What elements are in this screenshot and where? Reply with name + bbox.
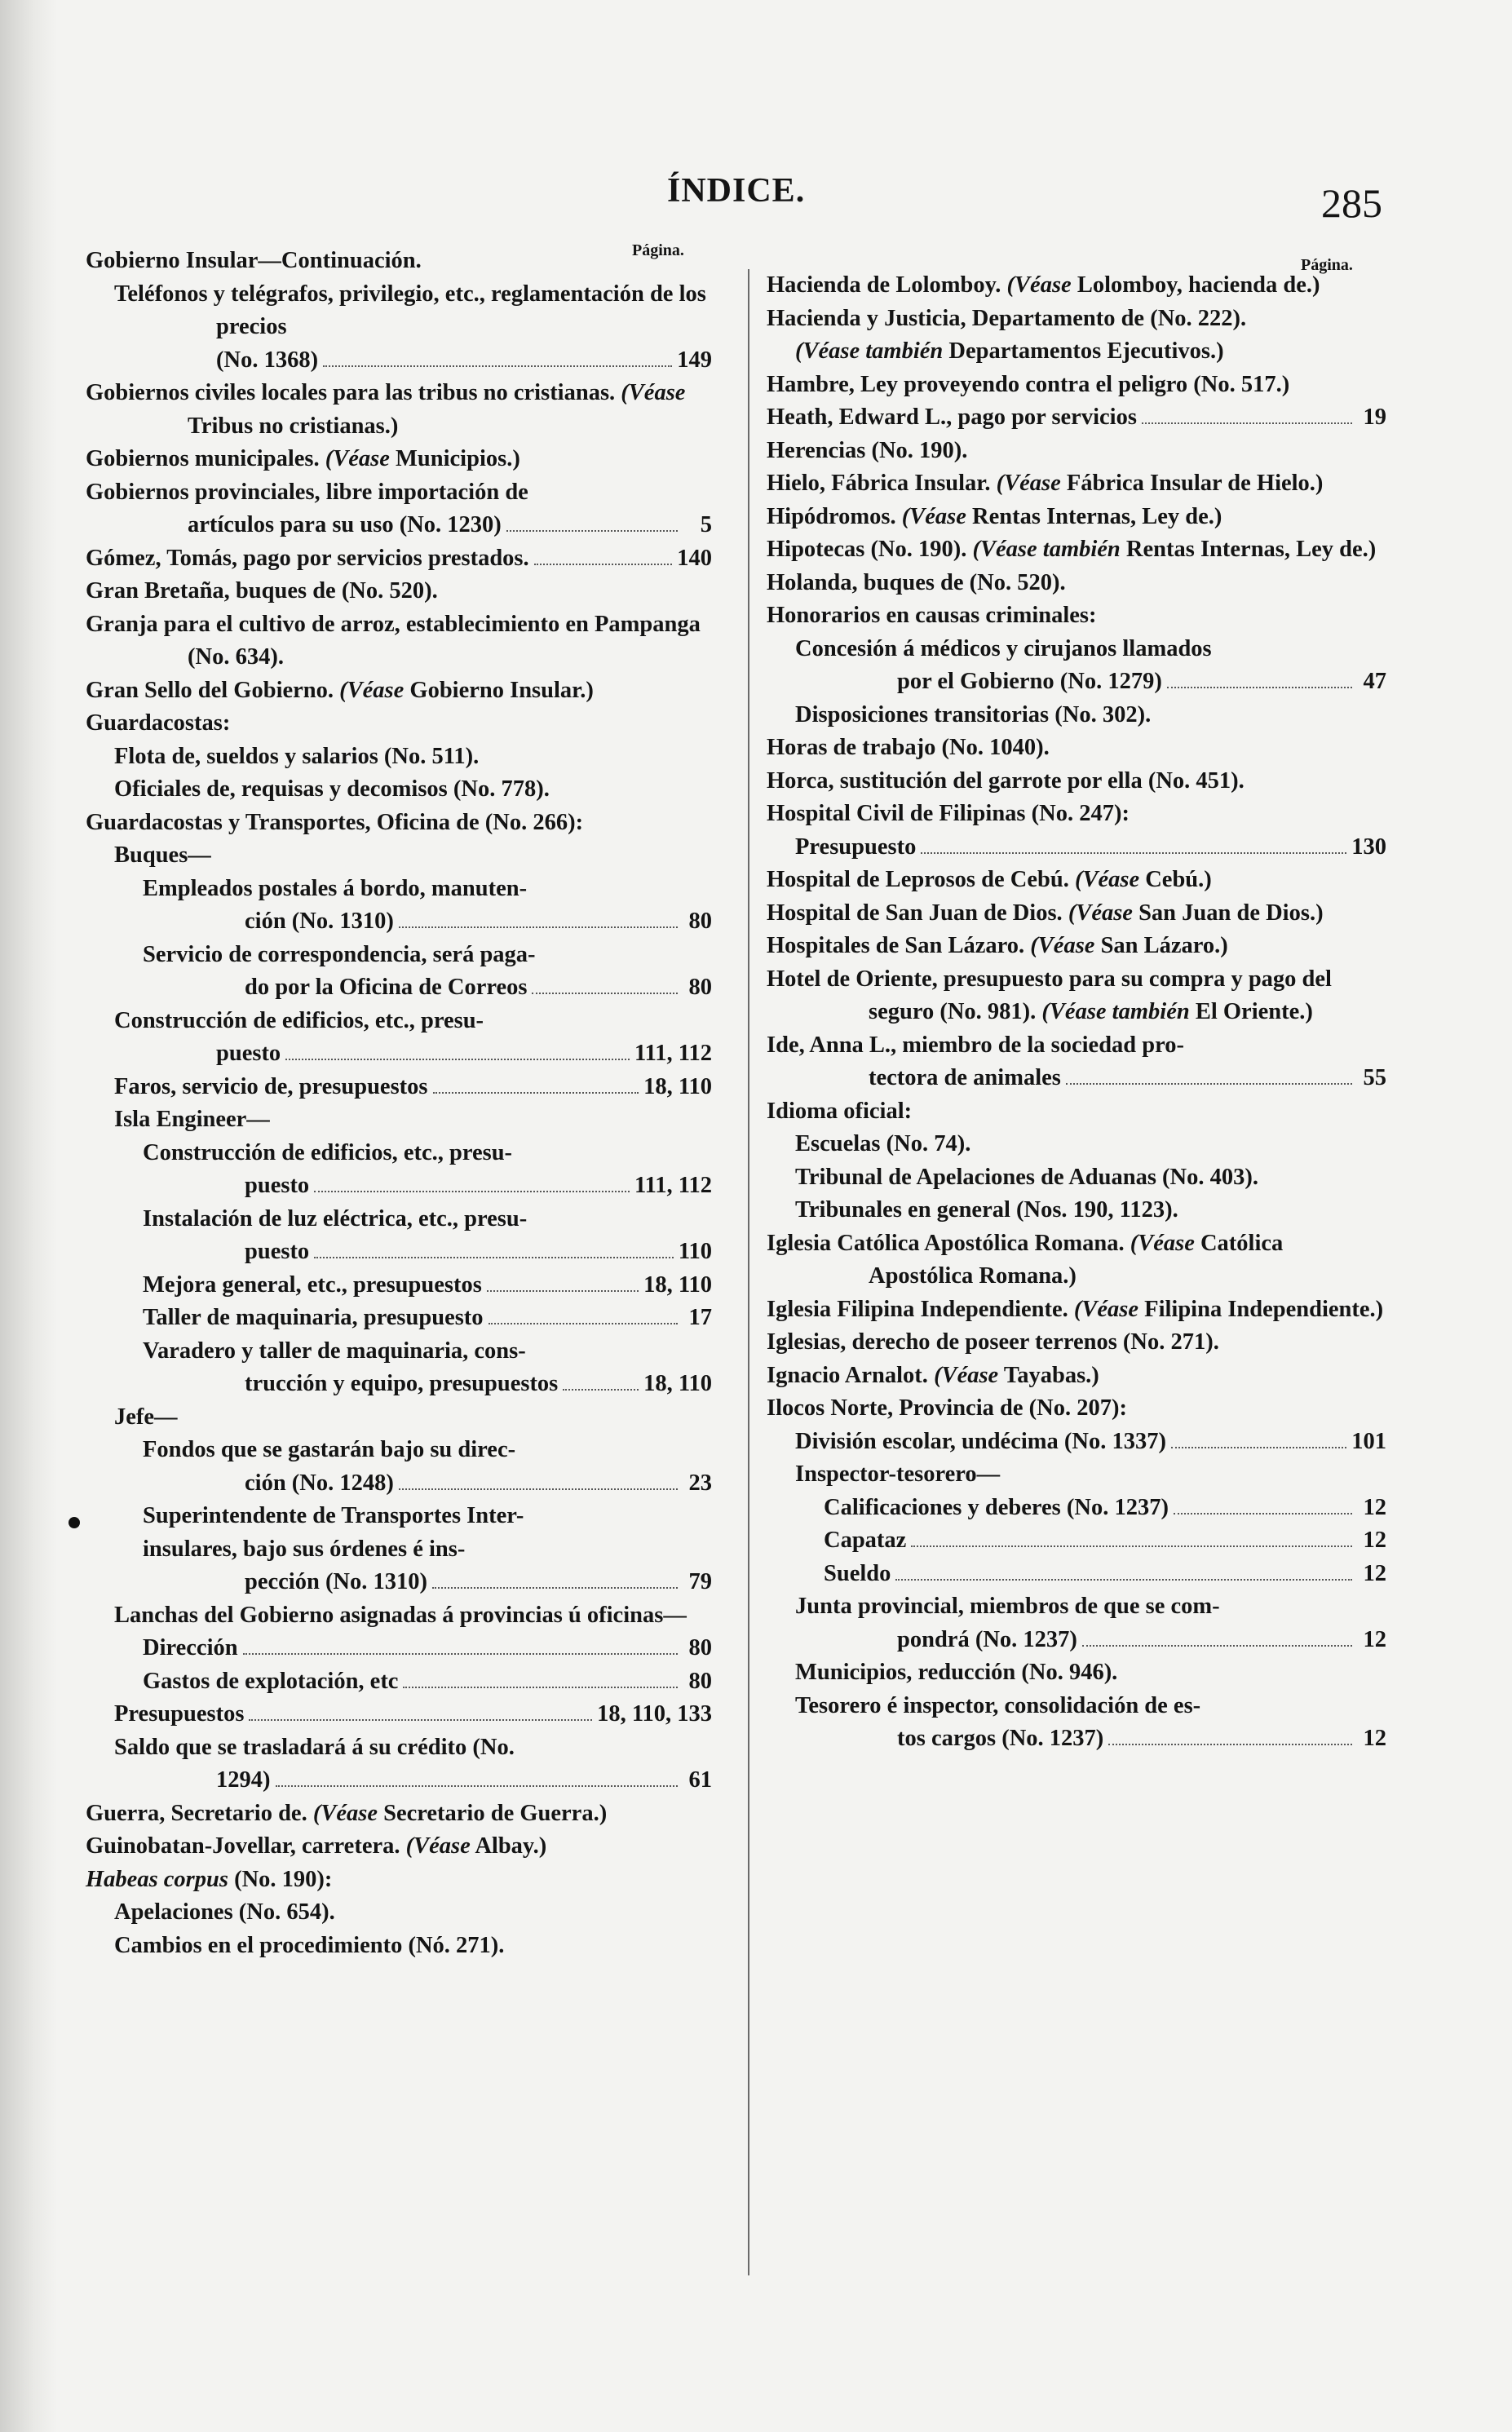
index-entry: Jefe— — [114, 1404, 178, 1430]
index-entry: Hospitales de San Lázaro. (Véase San Lázaro.) — [767, 933, 1228, 958]
page-ref: 80 — [688, 909, 712, 934]
index-entry: Gobiernos municipales. (Véase Municipios.) — [86, 446, 520, 471]
column-divider — [748, 269, 749, 2275]
index-entry: Heath, Edward L., pago por servicios 19 — [767, 401, 1386, 435]
page-ref: 18, 110, 133 — [597, 1701, 712, 1727]
index-entry: Horca, sustitución del garrote por ella (No. 451). — [767, 767, 1245, 794]
page-ref: 5 — [700, 512, 712, 537]
page-ref: 12 — [1363, 1626, 1386, 1652]
page-ref: 61 — [688, 1767, 712, 1793]
index-entry: Horas de trabajo (No. 1040). — [767, 735, 1050, 760]
page-ref: 12 — [1363, 1494, 1386, 1520]
index-entry: Gran Bretaña, buques de (No. 520). — [86, 578, 438, 604]
index-entry: Iglesias, derecho de poseer terrenos (No. 271). — [767, 1329, 1219, 1355]
index-entry: Municipios, reducción (No. 946). — [795, 1660, 1118, 1685]
index-entry: Instalación de luz eléctrica, etc., presu- puesto 110 — [86, 1203, 712, 1269]
index-entry: Lanchas del Gobierno asignadas á provincias ú oficinas— — [114, 1602, 687, 1628]
page-title: ÍNDICE. — [667, 172, 806, 210]
index-entry: Flota de, sueldos y salarios (No. 511). — [114, 743, 480, 769]
index-entry: Hipotecas (No. 190). (Véase también Rentas Internas, Ley de.) — [767, 537, 1377, 562]
page-ref: 23 — [688, 1470, 712, 1496]
index-entry: Servicio de correspondencia, será paga- do por la Oficina de Correos 80 — [86, 939, 712, 1005]
index-entry: Idioma oficial: — [767, 1098, 913, 1124]
index-entry: Hospital de Leprosos de Cebú. (Véase Cebú.) — [767, 867, 1212, 892]
page-ref: 18, 110 — [643, 1371, 712, 1396]
index-entry: Junta provincial, miembros de que se com- pondrá (No. 1237) 12 — [767, 1590, 1386, 1656]
index-entry: Hacienda de Lolomboy. (Véase Lolomboy, hacienda de.) — [767, 272, 1320, 298]
page-ref: 17 — [688, 1305, 712, 1330]
index-entry: Gómez, Tomás, pago por servicios prestados. 140 — [86, 542, 712, 576]
index-entry: Empleados postales á bordo, manuten- ción (No. 1310) 80 — [86, 873, 712, 939]
index-entry: Holanda, buques de (No. 520). — [767, 569, 1066, 595]
index-entry: Ilocos Norte, Provincia de (No. 207): — [767, 1395, 1127, 1421]
index-column-right — [767, 269, 1386, 1756]
index-entry: Tribunal de Apelaciones de Aduanas (No. 403). — [795, 1164, 1258, 1190]
index-entry: Guerra, Secretario de. (Véase Secretario de Guerra.) — [86, 1800, 608, 1826]
index-entry: Hospital de San Juan de Dios. (Véase San Juan de Dios.) — [767, 900, 1324, 926]
index-entry: Varadero y taller de maquinaria, cons- trucción y equipo, presupuestos 18, 110 — [86, 1335, 712, 1401]
index-entry: Teléfonos y telégrafos, privilegio, etc., reglamentación de los precios (No. 1368) 149 — [86, 278, 712, 378]
index-entry: Guinobatan-Jovellar, carretera. (Véase Albay.) — [86, 1833, 547, 1859]
index-entry: Mejora general, etc., presupuestos 18, 110 — [86, 1269, 712, 1302]
index-entry: Dirección 80 — [86, 1632, 712, 1665]
margin-bullet-mark — [69, 1517, 80, 1528]
index-entry: Apelaciones (No. 654). — [114, 1899, 335, 1925]
index-entry: Buques— — [114, 842, 211, 868]
page-ref: 19 — [1363, 405, 1386, 430]
index-entry: Calificaciones y deberes (No. 1237) 12 — [767, 1492, 1386, 1525]
page-ref: 18, 110 — [643, 1271, 712, 1298]
column-heading-left: Página. — [632, 241, 684, 259]
index-entry: Hambre, Ley proveyendo contra el peligro (No. 517.) — [767, 371, 1290, 397]
index-entry: Tesorero é inspector, consolidación de es- tos cargos (No. 1237) 12 — [767, 1690, 1386, 1756]
index-entry: (Véase también Departamentos Ejecutivos.) — [795, 338, 1224, 364]
page-ref: 80 — [688, 1635, 712, 1660]
index-entry: Honorarios en causas criminales: — [767, 603, 1097, 628]
index-entry: Presupuestos 18, 110, 133 — [86, 1698, 712, 1731]
index-entry: Cambios en el procedimiento (Nó. 271). — [114, 1932, 505, 1958]
page-ref: 130 — [1351, 834, 1386, 860]
page-ref: 47 — [1363, 669, 1386, 694]
page-ref: 55 — [1363, 1065, 1386, 1090]
page-ref: 80 — [688, 975, 712, 1000]
index-entry: División escolar, undécima (No. 1337) 101 — [767, 1426, 1386, 1459]
index-entry: Saldo que se trasladará á su crédito (No. 1294) 61 — [86, 1731, 712, 1797]
index-entry: Construcción de edificios, etc., presu- puesto 111, 112 — [86, 1137, 712, 1203]
index-entry: Disposiciones transitorias (No. 302). — [795, 701, 1152, 727]
column-heading-right: Página. — [1301, 256, 1353, 274]
index-entry: Gobierno Insular—Continuación. — [86, 248, 422, 273]
index-entry: Superintendente de Transportes Inter- insulares, bajo sus órdenes é ins- pección (No. 1310) 79 — [86, 1500, 712, 1599]
page-edge-shadow — [0, 0, 57, 2432]
page-ref: 101 — [1351, 1428, 1386, 1454]
page-ref: 12 — [1363, 1726, 1386, 1751]
page-ref: 111, 112 — [634, 1041, 712, 1066]
index-entry: Ide, Anna L., miembro de la sociedad pro- tectora de animales 55 — [767, 1029, 1386, 1095]
page-ref: 79 — [688, 1569, 712, 1594]
index-entry: Gobiernos civiles locales para las tribus no cristianas. (Véase Tribus no cristianas.) — [86, 380, 686, 439]
index-entry: Hipódromos. (Véase Rentas Internas, Ley de.) — [767, 503, 1222, 529]
index-entry: Guardacostas y Transportes, Oficina de (No. 266): — [86, 809, 584, 835]
index-entry: Presupuesto 130 — [767, 831, 1386, 864]
page-ref: 12 — [1363, 1560, 1386, 1586]
index-entry: Hotel de Oriente, presupuesto para su compra y pago del seguro (No. 981). (Véase también El Oriente.) — [767, 966, 1332, 1024]
page-ref: 12 — [1363, 1528, 1386, 1553]
index-entry: Concesión á médicos y cirujanos llamados por el Gobierno (No. 1279) 47 — [767, 633, 1386, 699]
index-entry: Gobiernos provinciales, libre importación de artículos para su uso (No. 1230) 5 — [86, 476, 712, 542]
index-entry: Hielo, Fábrica Insular. (Véase Fábrica Insular de Hielo.) — [767, 471, 1324, 496]
index-entry: Iglesia Filipina Independiente. (Véase Filipina Independiente.) — [767, 1296, 1384, 1322]
index-entry: Faros, servicio de, presupuestos 18, 110 — [86, 1071, 712, 1104]
index-entry: Hacienda y Justicia, Departamento de (No. 222). — [767, 305, 1247, 331]
index-entry: Gran Sello del Gobierno. (Véase Gobierno Insular.) — [86, 677, 594, 703]
index-entry: Tribunales en general (Nos. 190, 1123). — [795, 1197, 1178, 1223]
index-entry: Inspector-tesorero— — [795, 1461, 1001, 1487]
index-entry: Guardacostas: — [86, 710, 231, 736]
index-entry: Fondos que se gastarán bajo su direc- ción (No. 1248) 23 — [86, 1434, 712, 1500]
index-entry: Construcción de edificios, etc., presu- puesto 111, 112 — [86, 1005, 712, 1071]
index-entry: Ignacio Arnalot. (Véase Tayabas.) — [767, 1362, 1099, 1388]
page-ref: 149 — [677, 347, 712, 373]
index-entry: Capataz 12 — [767, 1524, 1386, 1558]
index-entry: Escuelas (No. 74). — [795, 1131, 971, 1156]
index-entry: Oficiales de, requisas y decomisos (No. 778). — [114, 776, 550, 802]
index-entry: Granja para el cultivo de arroz, establecimiento en Pampanga (No. 634). — [86, 611, 701, 670]
page-ref: 110 — [678, 1239, 712, 1264]
index-entry: Herencias (No. 190). — [767, 437, 968, 463]
page-ref: 111, 112 — [634, 1173, 712, 1198]
index-entry: Sueldo 12 — [767, 1558, 1386, 1591]
index-entry: Isla Engineer— — [114, 1107, 270, 1132]
index-column-left — [86, 245, 712, 1962]
page-ref: 18, 110 — [643, 1073, 712, 1099]
index-entry: Gastos de explotación, etc 80 — [86, 1665, 712, 1699]
page-number: 285 — [1321, 180, 1382, 226]
index-entry: Iglesia Católica Apostólica Romana. (Véase Católica Apostólica Romana.) — [767, 1230, 1284, 1289]
index-entry: Taller de maquinaria, presupuesto 17 — [86, 1302, 712, 1335]
page-ref: 140 — [677, 545, 712, 571]
index-entry: Hospital Civil de Filipinas (No. 247): — [767, 801, 1130, 826]
index-entry: Habeas corpus (No. 190): — [86, 1866, 333, 1892]
page-ref: 80 — [688, 1668, 712, 1694]
